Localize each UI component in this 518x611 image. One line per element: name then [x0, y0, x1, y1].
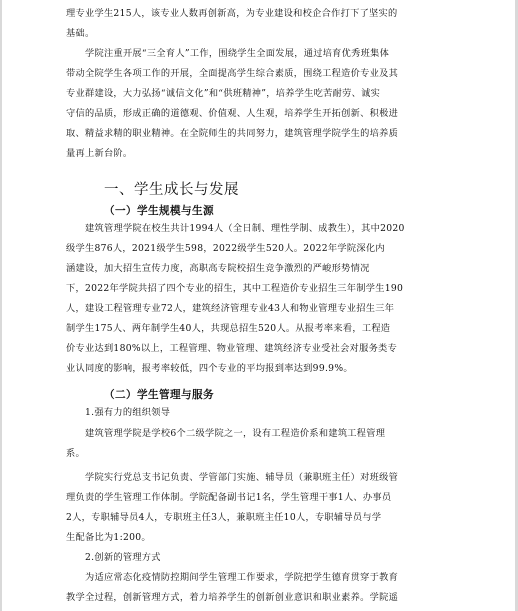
subsection-heading-1	[104, 203, 404, 218]
text-line: 守信的品质，形成正确的道德观、价值观、人生观，培养学生开拓创新、积极进	[66, 108, 399, 119]
text-line: 带动全院学生各项工作的开展，全面提高学生综合素质，围绕工程造价专业及其	[66, 68, 399, 79]
text-line: 建筑管理学院是学校6个二级学院之一，设有工程造价系和建筑工程管理	[85, 428, 386, 439]
text-line: 基础。	[66, 28, 95, 39]
scale-paragraph	[66, 219, 452, 379]
list-item-label: 2.创新的管理方式	[85, 552, 161, 563]
text-line: 人，建设工程管理专业72人，建筑经济管理专业43人和物业管理专业招生三年	[66, 303, 395, 314]
text-line: 专业群建设，大力弘扬“诚信文化”和“供班精神”，培养学生吃苦耐劳、诚实	[66, 88, 381, 99]
text-line: 量再上新台阶。	[66, 148, 133, 159]
text-line: 理专业学生215人，该专业人数再创新高，为专业建设和校企合作打下了坚实的	[66, 8, 398, 19]
text-line: 下，2022年学院共招了四个专业的招生，其中工程造价专业招生三年制学生190	[66, 283, 404, 294]
organization-paragraph	[66, 424, 452, 464]
section-heading: 一、学生成长与发展	[104, 182, 239, 198]
list-item-1	[85, 403, 471, 423]
list-item-label: 1.强有力的组织领导	[85, 407, 171, 418]
subsection-title: （一）学生规模与生源	[104, 205, 214, 217]
innovation-paragraph	[66, 568, 452, 608]
subsection-heading-2	[104, 387, 404, 402]
continuation-paragraph	[66, 4, 452, 44]
text-line: 系。	[66, 448, 85, 459]
text-line: 为适应常态化疫情防控期间学生管理工作要求，学院把学生德育贯穿于教育	[85, 572, 399, 583]
list-item-2	[85, 548, 471, 568]
text-line: 级学生876人，2021级学生598，2022级学生520人。2022年学院深化内	[66, 243, 385, 254]
text-line: 涵建设，加大招生宣传力度，高职高专院校招生竞争激烈的严峻形势情况	[66, 263, 370, 274]
text-line: 学院实行党总支书记负责、学管部门实施、辅导员（兼职班主任）对班级管	[85, 472, 399, 483]
page-margin-left	[0, 0, 2, 611]
text-line: 取、精益求精的职业精神。在全院师生的共同努力，建筑管理学院学生的培养质	[66, 128, 399, 139]
text-line: 理负责的学生管理工作体制。学院配备副书记1名，学生管理干事1人、办事员	[66, 492, 392, 503]
text-line: 业认同度的影响，报考率较低，四个专业的平均报到率达到99.9%。	[66, 363, 353, 374]
text-line: 学院注重开展“三全育人”工作，围绕学生全面发展，通过培育优秀班集体	[85, 48, 390, 59]
management-paragraph	[66, 468, 452, 548]
text-line: 制学生175人、两年制学生40人，共现总招生520人。从报考率来看，工程造	[66, 323, 391, 334]
subsection-title: （二）学生管理与服务	[104, 389, 214, 401]
text-line: 教学全过程，创新管理方式，着力培养学生的创新创业意识和职业素养。学院遥	[66, 592, 399, 603]
intro-paragraph	[66, 44, 452, 164]
text-line: 价专业达到180%以上，工程管理、物业管理、建筑经济专业受社会对服务类专	[66, 343, 398, 354]
text-line: 2人，专职辅导员4人，专职班主任3人，兼职班主任10人，专职辅导员与学	[66, 512, 382, 523]
text-line: 建筑管理学院在校生共计1994人（全日制、理性学制、成教生），其中2020	[85, 223, 405, 234]
text-line: 生配备比为1:200。	[66, 532, 151, 543]
